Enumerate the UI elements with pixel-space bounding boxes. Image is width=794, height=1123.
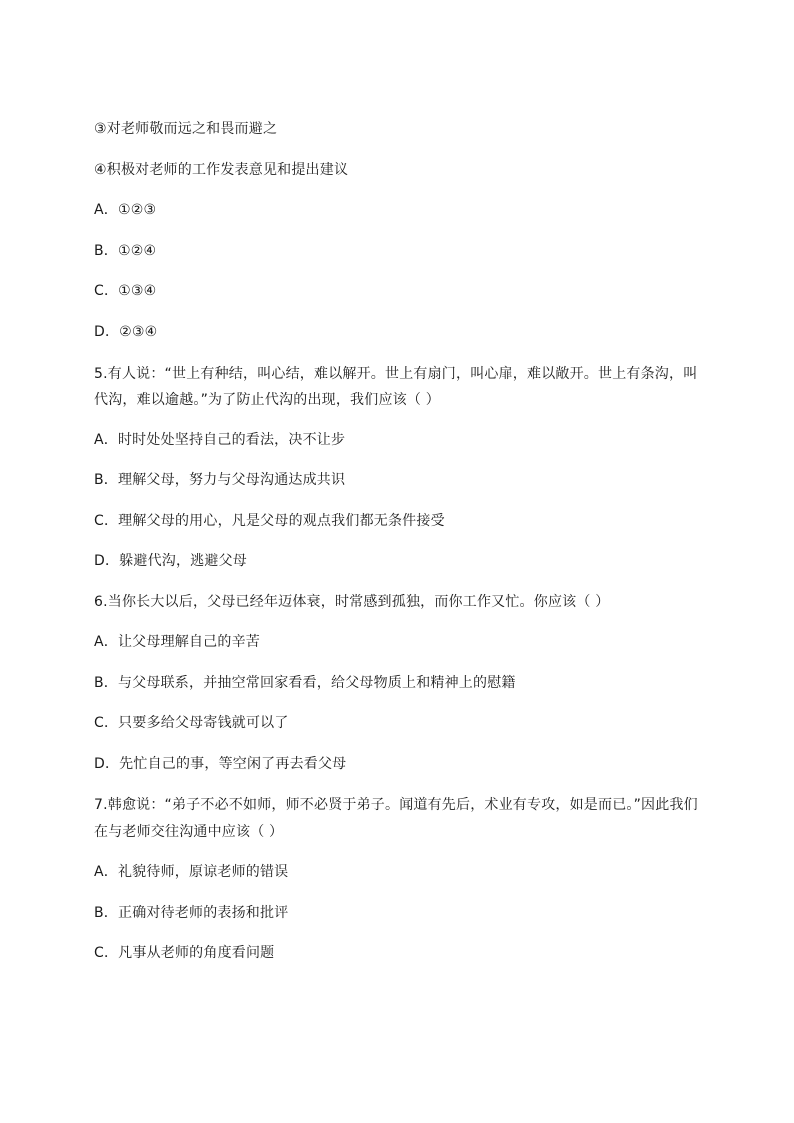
answer-choice-b: B．与父母联系，并抽空常回家看看，给父母物质上和精神上的慰籍 <box>94 675 516 691</box>
answer-choice-a: A．时时处处坚持自己的看法，决不让步 <box>94 432 346 448</box>
option-line: ④积极对老师的工作发表意见和提出建议 <box>94 162 349 178</box>
answer-choice-d: D．先忙自己的事，等空闲了再去看父母 <box>94 756 347 772</box>
question-5-line-1: 5.有人说：“世上有种结，叫心结，难以解开。世上有扇门，叫心扉，难以敞开。世上有条沟，叫 <box>94 366 698 382</box>
question-5-line-2: 代沟，难以逾越。”为了防止代沟的出现，我们应该（ ） <box>94 392 440 408</box>
question-6: 6.当你长大以后，父母已经年迈体衰，时常感到孤独，而你工作又忙。你应该（ ） <box>94 594 610 610</box>
question-7-line-2: 在与老师交往沟通中应该（ ） <box>94 824 284 840</box>
answer-choice-c: C．理解父母的用心，凡是父母的观点我们都无条件接受 <box>94 513 445 529</box>
answer-choice-a: A．①②③ <box>94 202 157 218</box>
answer-choice-a: A．让父母理解自己的辛苦 <box>94 634 260 650</box>
answer-choice-b: B．①②④ <box>94 243 157 259</box>
answer-choice-c: C．只要多给父母寄钱就可以了 <box>94 715 289 731</box>
answer-choice-c: C．①③④ <box>94 283 157 299</box>
answer-choice-c: C．凡事从老师的角度看问题 <box>94 945 275 961</box>
option-line: ③对老师敬而远之和畏而避之 <box>94 121 278 137</box>
answer-choice-a: A．礼貌待师，原谅老师的错误 <box>94 864 289 880</box>
answer-choice-b: B．正确对待老师的表扬和批评 <box>94 905 289 921</box>
answer-choice-d: D．②③④ <box>94 324 158 340</box>
answer-choice-b: B．理解父母，努力与父母沟通达成共识 <box>94 472 346 488</box>
answer-choice-d: D．躲避代沟，逃避父母 <box>94 553 247 569</box>
question-7-line-1: 7.韩愈说：“弟子不必不如师，师不必贤于弟子。闻道有先后，术业有专攻，如是而已。”因此我们 <box>94 797 698 813</box>
